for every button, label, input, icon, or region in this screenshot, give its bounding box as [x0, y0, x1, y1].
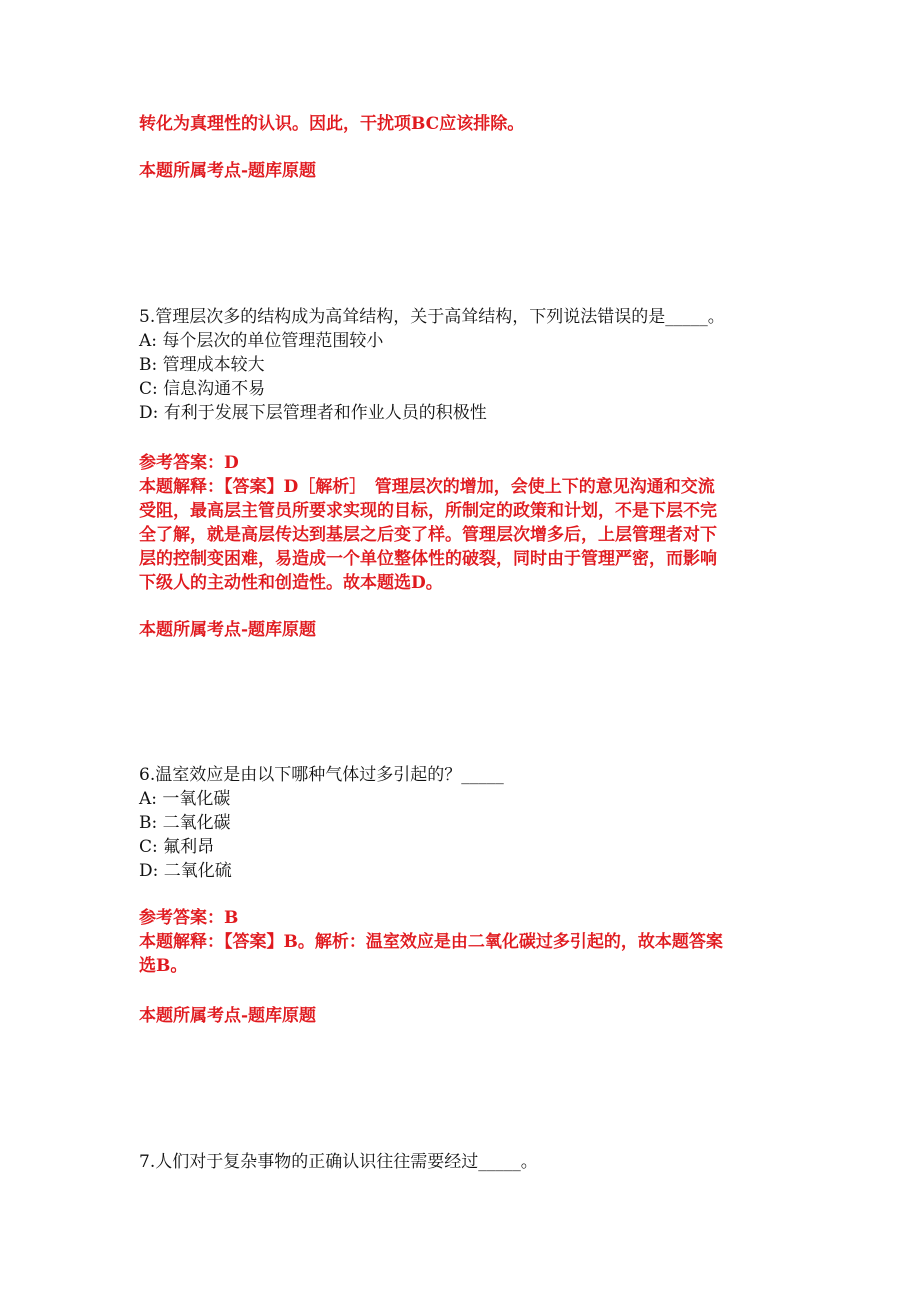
explanation-line: 层的控制变困难，易造成一个单位整体性的破裂，同时由于管理严密，而影响 — [139, 549, 717, 569]
explanation-line: 本题解释：【答案】D［解析］ 管理层次的增加，会使上下的意见沟通和交流 — [139, 477, 715, 497]
question-stem: 7.人们对于复杂事物的正确认识往往需要经过_____。 — [139, 1152, 538, 1172]
explanation-line: 本题解释：【答案】B。解析：温室效应是由二氧化碳过多引起的，故本题答案 — [139, 932, 723, 952]
explanation-line: 受阻，最高层主管员所要求实现的目标，所制定的政策和计划，不是下层不完 — [139, 501, 717, 521]
prev-source: 本题所属考点-题库原题 — [139, 161, 317, 181]
question-7 — [139, 1150, 779, 1174]
explanation-line: 全了解，就是高层传达到基层之后变了样。管理层次增多后，上层管理者对下 — [139, 525, 717, 545]
answer-5 — [139, 451, 779, 595]
option-d: D: 有利于发展下层管理者和作业人员的积极性 — [139, 403, 487, 423]
answer-6 — [139, 906, 779, 978]
option-c: C: 氟利昂 — [139, 837, 215, 857]
option-a: A: 一氧化碳 — [139, 789, 231, 809]
explanation-line: 下级人的主动性和创造性。故本题选D。 — [139, 573, 443, 593]
source-5: 本题所属考点-题库原题 — [139, 620, 317, 640]
option-b: B: 二氧化碳 — [139, 813, 231, 833]
explanation-line: 选B。 — [139, 956, 188, 976]
option-d: D: 二氧化硫 — [139, 861, 232, 881]
question-stem: 5.管理层次多的结构成为高耸结构，关于高耸结构，下列说法错误的是_____。 — [139, 307, 725, 327]
source-6: 本题所属考点-题库原题 — [139, 1006, 317, 1026]
question-6 — [139, 763, 779, 883]
option-b: B: 管理成本较大 — [139, 355, 265, 375]
answer-line: 参考答案：D — [139, 453, 239, 473]
answer-line: 参考答案：B — [139, 908, 239, 928]
question-5 — [139, 305, 779, 425]
prev-explanation-tail: 转化为真理性的认识。因此，干扰项BC应该排除。 — [139, 114, 525, 134]
option-c: C: 信息沟通不易 — [139, 379, 266, 399]
question-stem: 6.温室效应是由以下哪种气体过多引起的？_____ — [139, 765, 504, 785]
option-a: A: 每个层次的单位管理范围较小 — [139, 331, 384, 351]
